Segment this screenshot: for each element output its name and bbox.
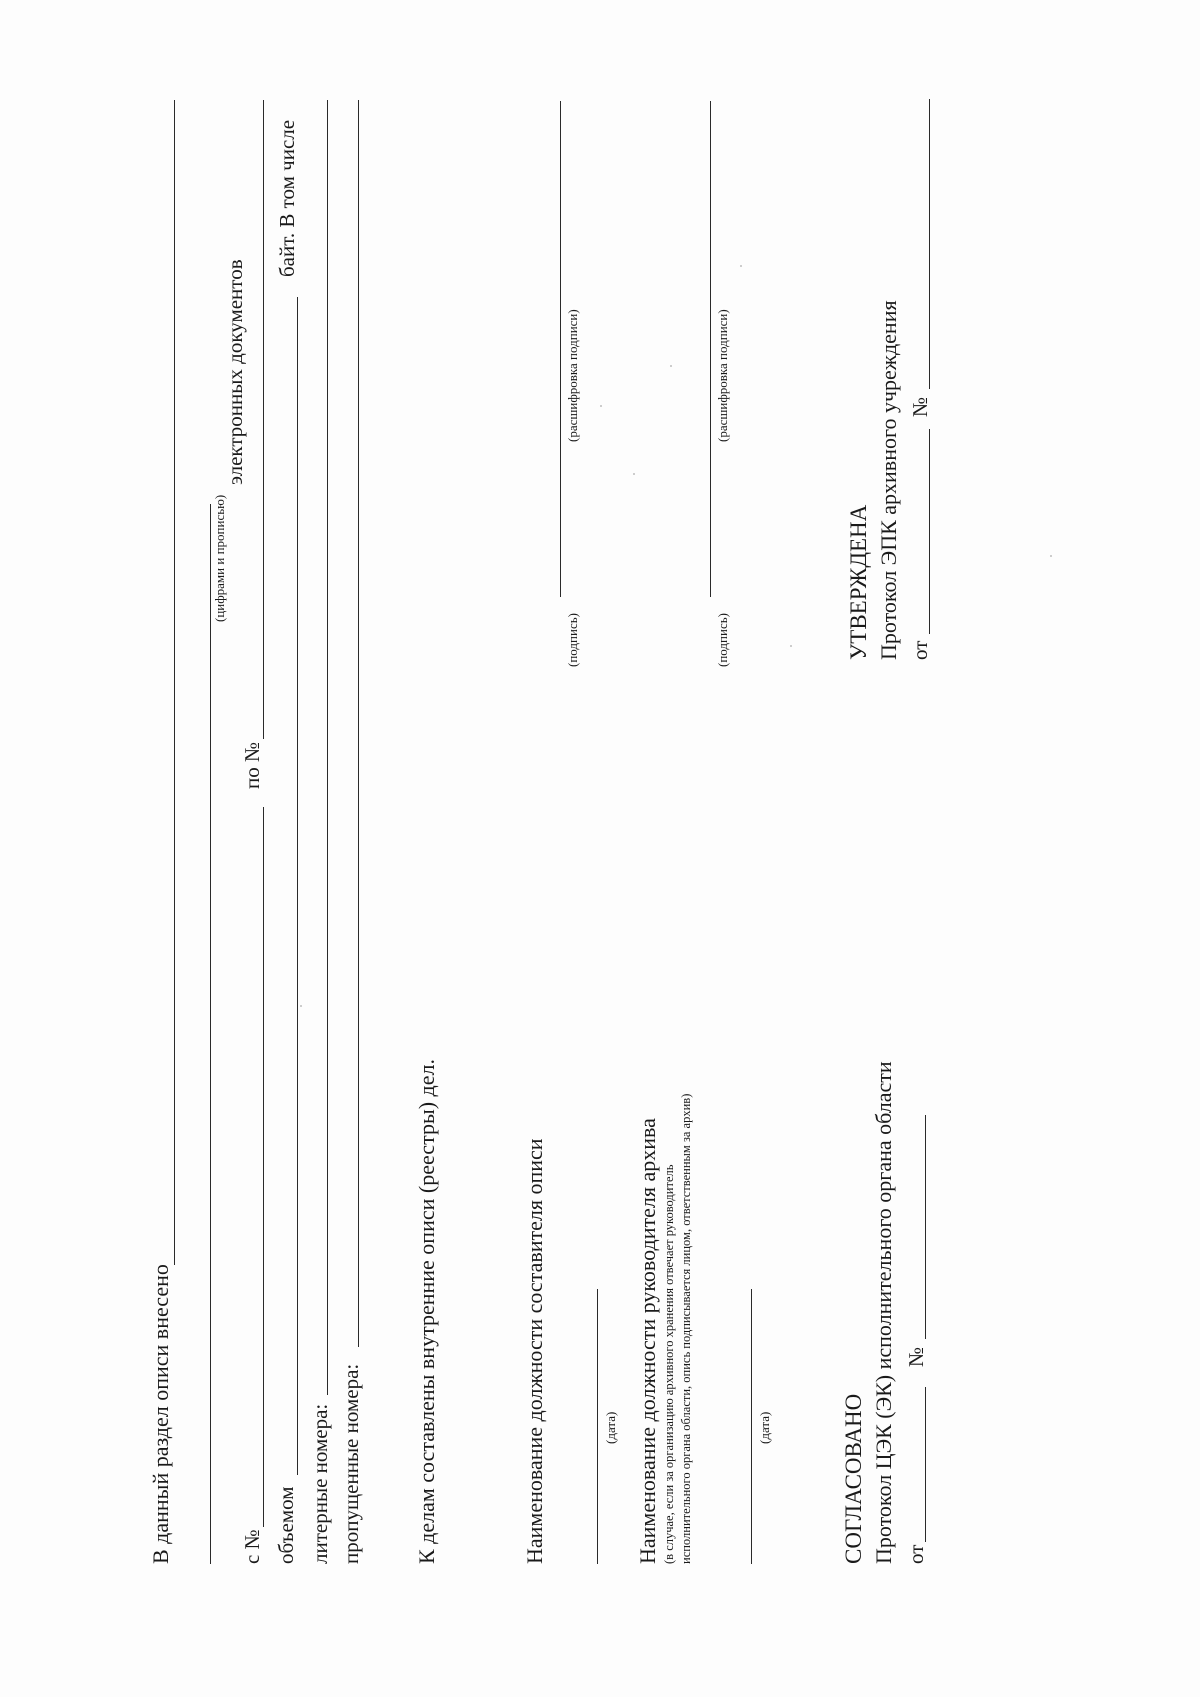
archive-head-date-caption: (дата) [757,1411,772,1444]
volume-field[interactable] [297,297,298,1475]
to-number-label: по № [240,741,264,789]
scan-speck [1050,555,1052,557]
approved-number-label: № [908,396,932,417]
letter-numbers-label: литерные номера: [308,1403,332,1564]
archive-head-position-label: Наименование должности руководителя архива [635,1118,660,1564]
compiler-position-label: Наименование должности составителя описи [522,1138,547,1564]
archive-head-signature-caption: (подпись) [715,613,730,667]
compiler-transcript-caption: (расшифровка подписи) [565,309,580,442]
missing-numbers-label: пропущенные номера: [339,1363,363,1564]
archive-head-note-line1: (в случае, если за организацию архивного хранения отвечает руководитель [662,1164,676,1564]
edocs-suffix: электронных документов [223,259,247,485]
compiler-date-caption: (дата) [603,1411,618,1444]
agreed-number-label: № [904,1346,928,1367]
agreed-title: СОГЛАСОВАНО [841,1393,866,1564]
scan-speck [670,365,672,367]
internal-inventories-text: К делам составлены внутренние описи (реестры) дел. [414,1059,439,1564]
archive-head-signature-line[interactable] [710,101,711,597]
approved-from-label: от [908,640,932,660]
agreed-number-field[interactable] [925,1115,926,1339]
scan-speck [740,265,742,267]
scan-speck [633,473,635,475]
agreed-protocol: Протокол ЦЭК (ЭК) исполнительного органа области [871,1061,896,1564]
inventory-intro-text: В данный раздел описи внесено [148,1264,173,1564]
compiler-date-field[interactable] [597,1289,598,1564]
compiler-signature-line[interactable] [560,101,561,597]
to-number-field[interactable] [263,100,264,739]
scan-speck [600,405,602,407]
archive-head-note-line2: исполнительного органа области, опись подписывается лицом, ответственным за архив) [679,1093,693,1564]
approved-title: УТВЕРЖДЕНА [846,504,871,660]
approved-date-field[interactable] [929,429,930,634]
from-number-field[interactable] [263,807,264,1527]
archive-head-date-field[interactable] [751,1289,752,1564]
items-count-field-continued[interactable] [210,504,211,1564]
approved-number-field[interactable] [929,99,930,389]
bytes-suffix: байт. В том числе [275,119,299,277]
letter-numbers-field[interactable] [327,100,328,1395]
scan-speck [300,1005,302,1007]
digits-caption: (цифрами и прописью) [212,494,227,622]
agreed-date-field[interactable] [925,1387,926,1542]
missing-numbers-field[interactable] [358,100,359,1347]
compiler-signature-caption: (подпись) [565,613,580,667]
agreed-from-label: от [904,1544,928,1564]
volume-label: объемом [274,1486,298,1564]
archive-head-transcript-caption: (расшифровка подписи) [715,309,730,442]
approved-protocol: Протокол ЭПК архивного учреждения [876,300,901,660]
scan-speck [790,645,792,647]
from-number-label: с № [240,1529,264,1564]
items-count-field[interactable] [174,100,175,1265]
